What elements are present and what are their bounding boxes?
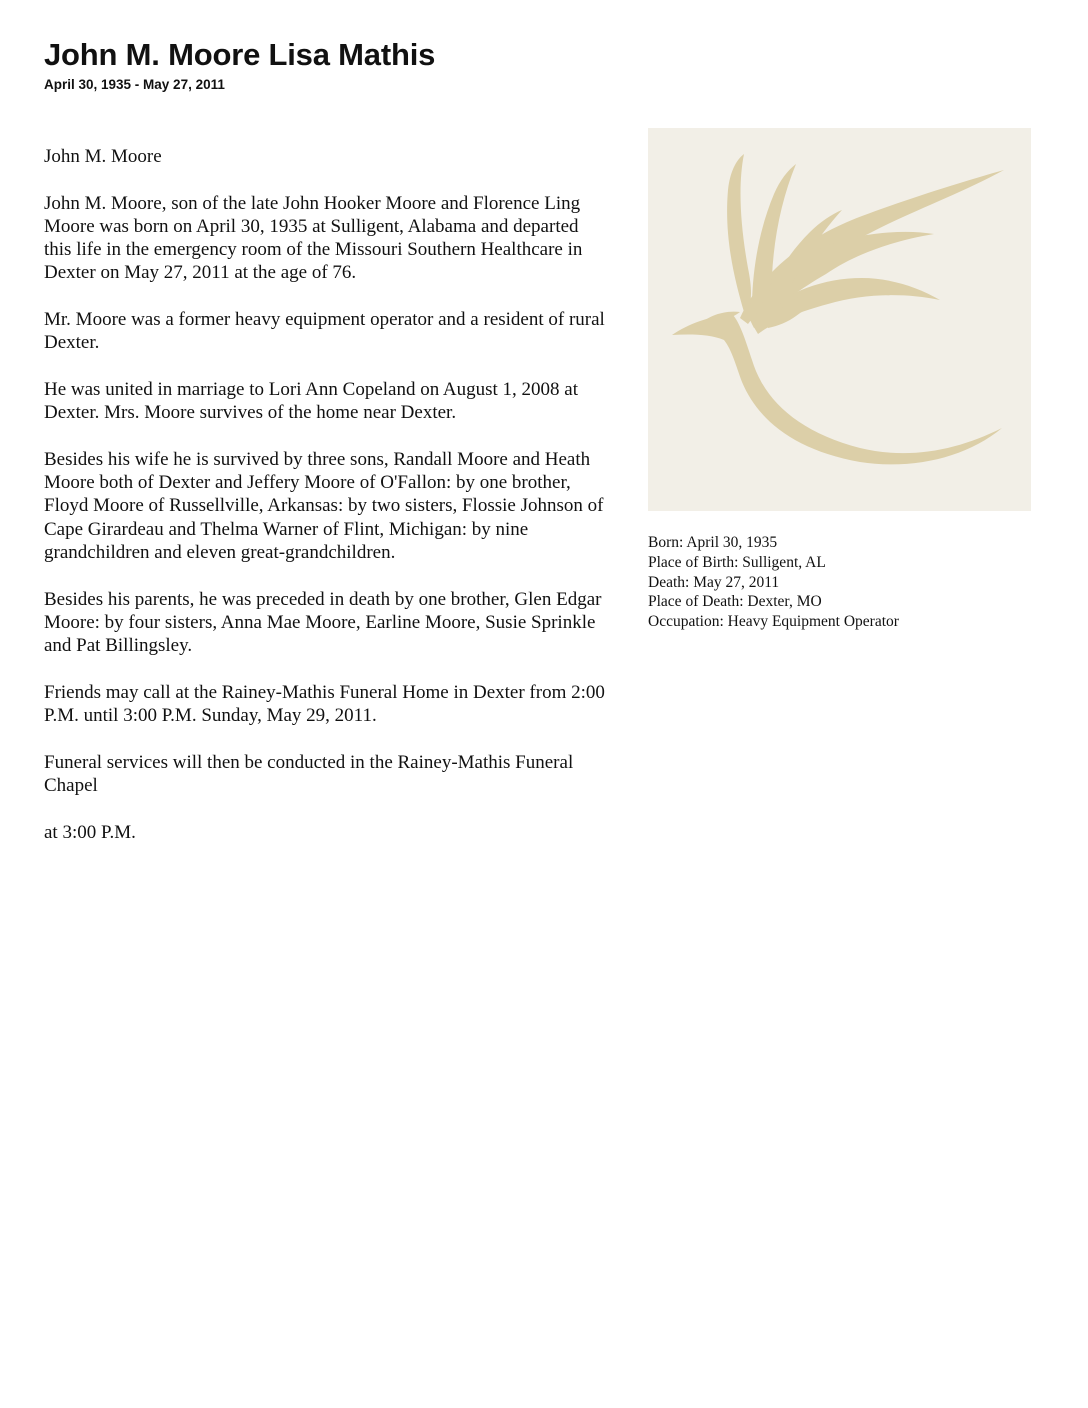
place-of-birth-fact: Place of Birth: Sulligent, AL [648,553,826,571]
death-fact: Death: May 27, 2011 [648,573,780,591]
obituary-paragraph-survivors: Besides his wife he is survived by three sons, Randall Moore and Heath Moore both of Dexter and Jeffery Moore of O'Fallon: by one brother, Floyd Moore of Russellville, Arkansas: by two sisters, Flossie Johnson of Cape Girardeau and Thelma Warner of Flint, Michigan: by nine grandchildren and eleven great-grandchildren. [44,448,604,564]
life-dates: April 30, 1935 - May 27, 2011 [44,77,225,92]
born-fact: Born: April 30, 1935 [648,534,778,551]
dove-icon [648,128,1031,511]
vital-facts [648,533,1048,632]
obituary-paragraph-marriage: He was united in marriage to Lori Ann Copeland on August 1, 2008 at Dexter. Mrs. Moore survives of the home near Dexter. [44,378,579,424]
obituary-paragraph-occupation: Mr. Moore was a former heavy equipment operator and a resident of rural Dexter. [44,309,605,354]
obituary-paragraph-services: Funeral services will then be conducted in the Rainey-Mathis Funeral Chapel [44,751,574,797]
obituary-body [44,145,609,867]
obituary-paragraph-preceded: Besides his parents, he was preceded in death by one brother, Glen Edgar Moore: by four sisters, Anna Mae Moore, Earline Moore, Susie Sprinkle and Pat Billingsley. [44,588,602,657]
place-of-death-fact: Place of Death: Dexter, MO [648,593,822,611]
page-title: John M. Moore Lisa Mathis [44,37,436,72]
obituary-paragraph-time: at 3:00 P.M. [44,821,136,843]
obituary-header [44,36,435,94]
memorial-image [648,128,1031,511]
obituary-paragraph-name: John M. Moore [44,146,162,167]
obituary-paragraph-visitation: Friends may call at the Rainey-Mathis Funeral Home in Dexter from 2:00 P.M. until 3:00 P.M. Sunday, May 29, 2011. [44,681,605,727]
obituary-paragraph-birth: John M. Moore, son of the late John Hooker Moore and Florence Ling Moore was born on April 30, 1935 at Sulligent, Alabama and departed this life in the emergency room of the Missouri Southern Healthcare in Dexter on May 27, 2011 at the age of 76. [44,192,583,284]
occupation-fact: Occupation: Heavy Equipment Operator [648,613,899,631]
